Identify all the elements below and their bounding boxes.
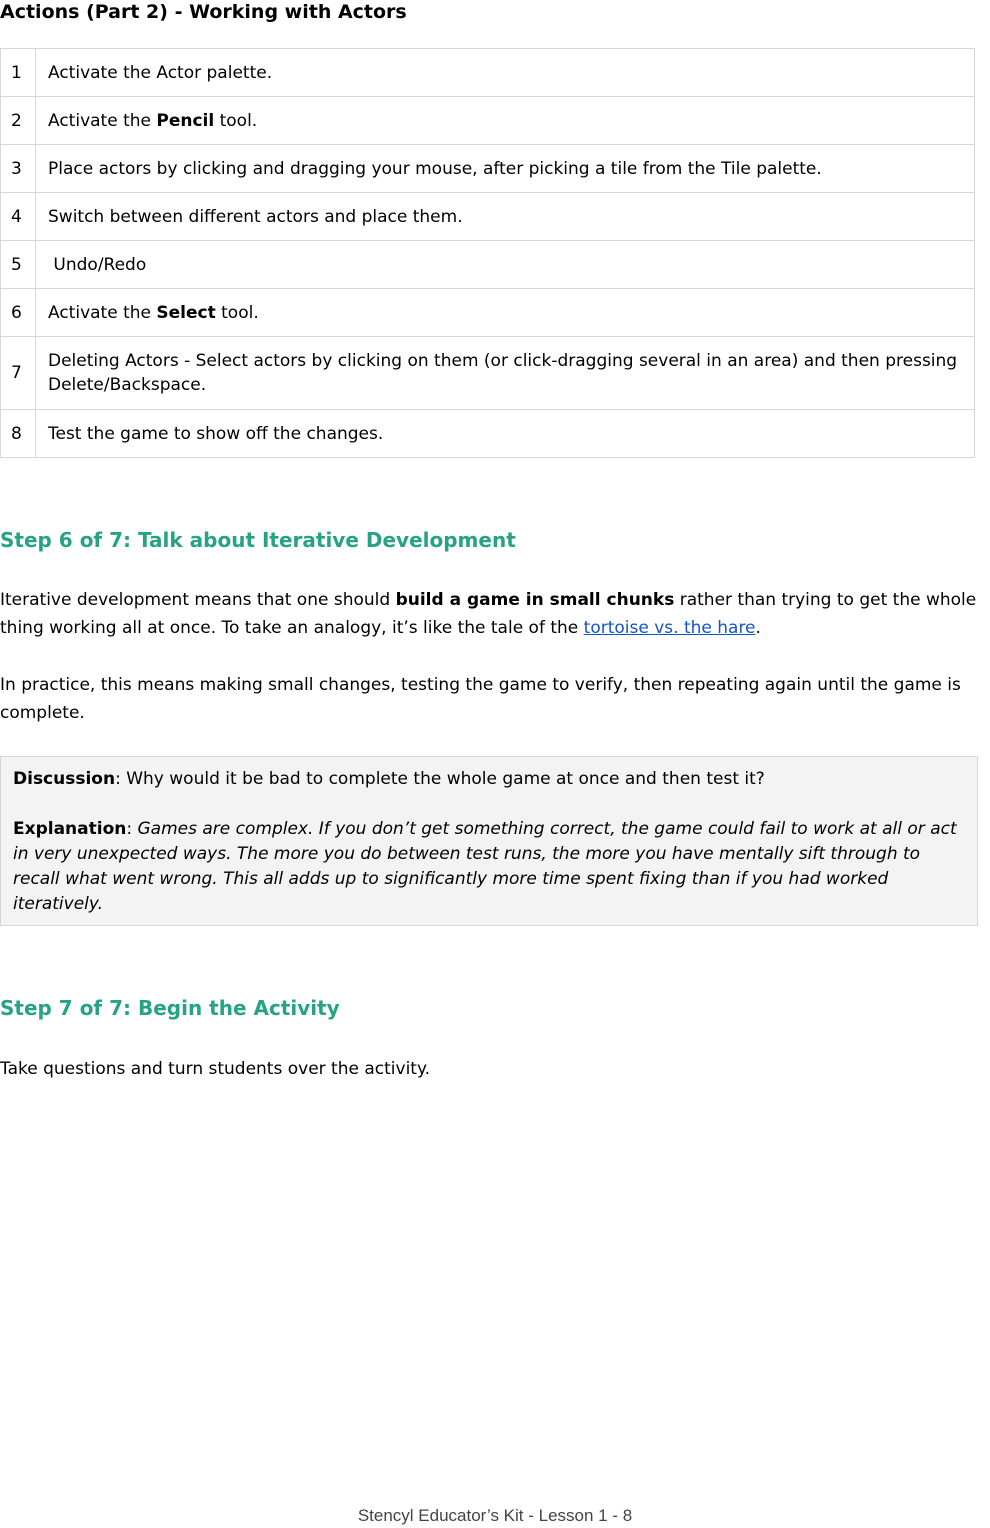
discussion-label: Discussion bbox=[13, 769, 116, 789]
step-number: 7 bbox=[1, 337, 36, 410]
emphasis: build a game in small chunks bbox=[395, 590, 675, 610]
table-row bbox=[1, 97, 975, 145]
discussion-callout bbox=[0, 756, 978, 926]
step-number: 1 bbox=[1, 49, 36, 97]
step-text: Activate the Actor palette. bbox=[36, 49, 975, 97]
iterative-paragraph: Iterative development means that one should build a game in small chunks rather than trying to get the whole thing working all at once. To take an analogy, it’s like the tale of the tortoise vs. the hare. bbox=[0, 590, 977, 638]
step-number: 6 bbox=[1, 289, 36, 337]
step-text: Switch between different actors and place them. bbox=[36, 193, 975, 241]
step6-heading: Step 6 of 7: Talk about Iterative Development bbox=[0, 528, 516, 552]
table-row bbox=[1, 410, 975, 458]
step-number: 4 bbox=[1, 193, 36, 241]
tortoise-hare-link[interactable]: tortoise vs. the hare bbox=[583, 618, 756, 638]
step7-heading: Step 7 of 7: Begin the Activity bbox=[0, 996, 340, 1020]
actions-steps-table bbox=[0, 48, 975, 458]
table-row bbox=[1, 241, 975, 289]
explanation-label: Explanation bbox=[13, 819, 127, 839]
step-text: Test the game to show off the changes. bbox=[36, 410, 975, 458]
tool-name: Select bbox=[156, 302, 216, 323]
table-row bbox=[1, 289, 975, 337]
table-row bbox=[1, 193, 975, 241]
step-text: Activate the Select tool. bbox=[36, 289, 975, 337]
table-row bbox=[1, 337, 975, 410]
table-row bbox=[1, 145, 975, 193]
step-text: Place actors by clicking and dragging your mouse, after picking a tile from the Tile palette. bbox=[36, 145, 975, 193]
tool-name: Pencil bbox=[156, 110, 215, 131]
step-text: Undo/Redo bbox=[36, 241, 975, 289]
step-number: 2 bbox=[1, 97, 36, 145]
explanation-text: Games are complex. If you don’t get something correct, the game could fail to work at all or act in very unexpected ways. The more you do between test runs, the more you have mentally sift through to recall what went wrong. This all adds up to significantly more time spent fixing than if you had worked iteratively. bbox=[13, 819, 957, 914]
page-footer: Stencyl Educator’s Kit - Lesson 1 - 8 bbox=[357, 1506, 633, 1525]
step7-paragraph: Take questions and turn students over the activity. bbox=[0, 1059, 430, 1079]
practice-paragraph: In practice, this means making small changes, testing the game to verify, then repeating again until the game is complete. bbox=[0, 675, 961, 723]
step-text: Deleting Actors - Select actors by clicking on them (or click-dragging several in an area) and then pressing Delete/Backspace. bbox=[36, 337, 975, 410]
table-row bbox=[1, 49, 975, 97]
step-text: Activate the Pencil tool. bbox=[36, 97, 975, 145]
step-number: 5 bbox=[1, 241, 36, 289]
explanation: Explanation: Games are complex. If you don’t get something correct, the game could fail to work at all or act in very unexpected ways. The more you do between test runs, the more you have mentally sift through to recall what went wrong. This all adds up to significantly more time spent fixing than if you had worked iteratively. bbox=[13, 819, 957, 914]
discussion-question: Discussion: Why would it be bad to complete the whole game at once and then test it? bbox=[13, 769, 765, 789]
actions-heading: Actions (Part 2) - Working with Actors bbox=[0, 1, 407, 23]
step-number: 8 bbox=[1, 410, 36, 458]
step-number: 3 bbox=[1, 145, 36, 193]
